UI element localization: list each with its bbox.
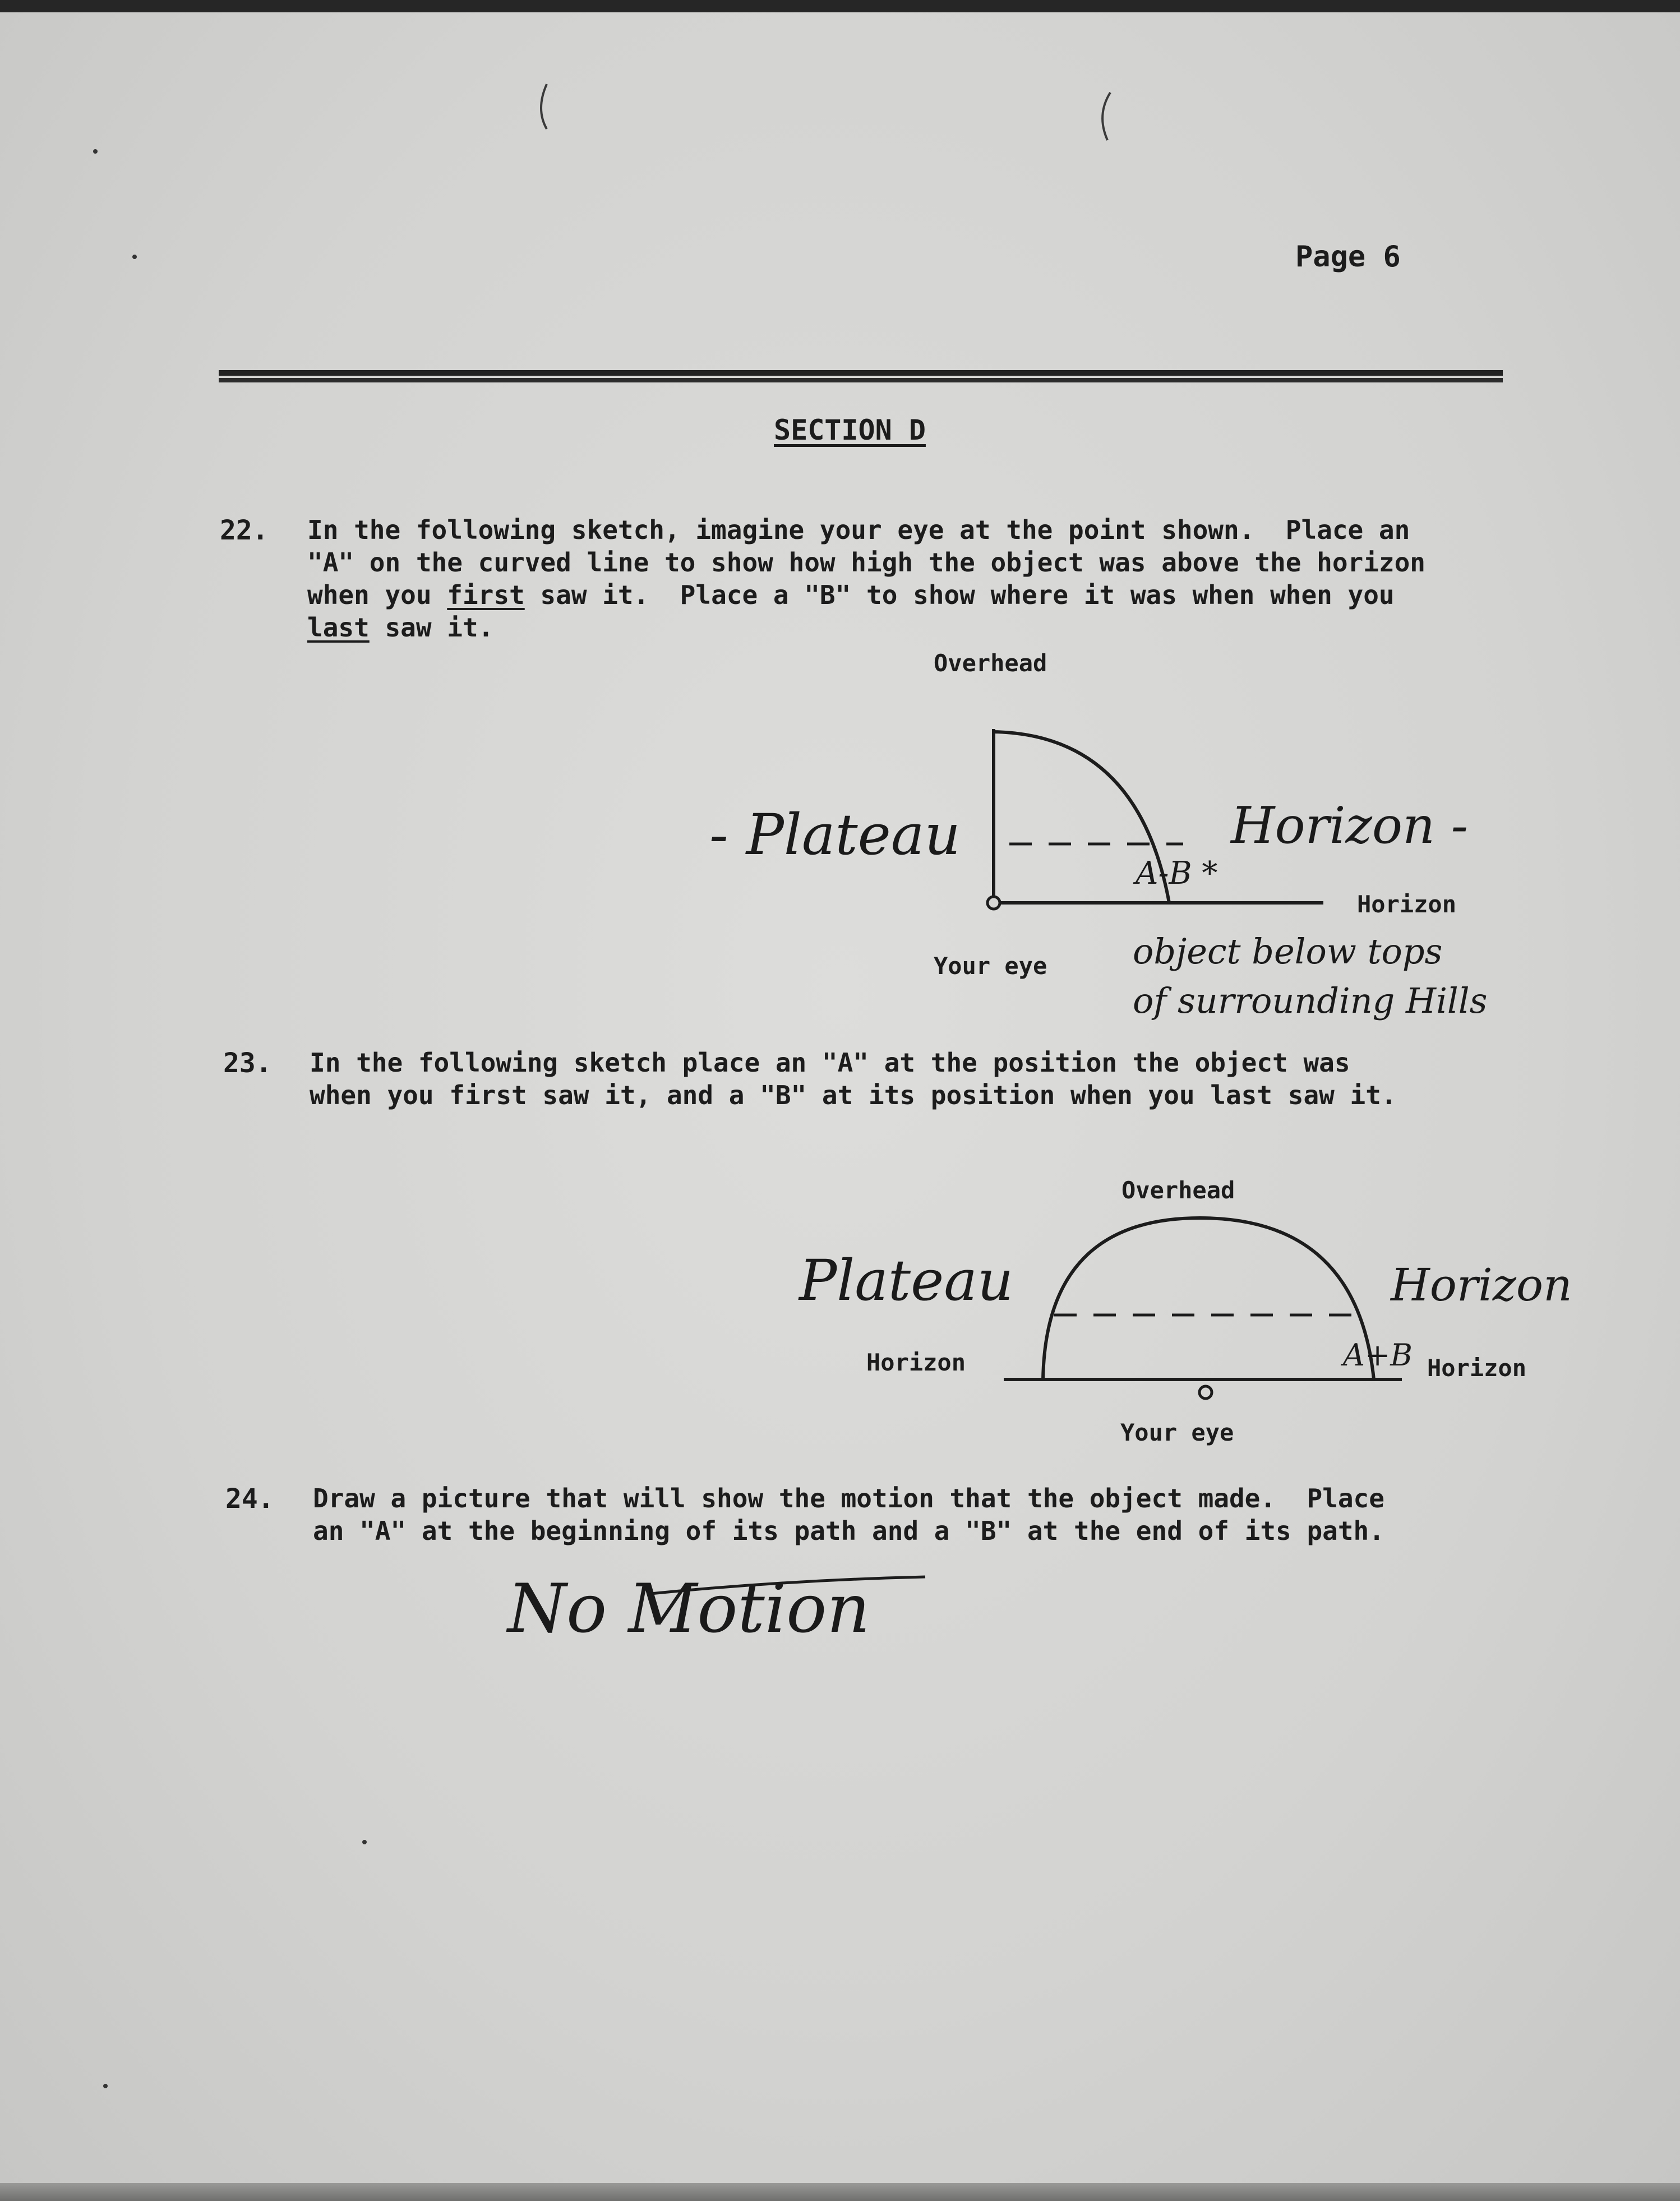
q23-label-overhead: Overhead xyxy=(1121,1176,1235,1204)
q22-line-4-post: saw it. xyxy=(369,612,494,643)
q22-word-last: last xyxy=(307,612,370,643)
q22-label-overhead: Overhead xyxy=(934,649,1047,677)
q24-line-2: an "A" at the beginning of its path and a "B" at the end of its path. xyxy=(313,1516,1384,1546)
q22-hand-plateau: - Plateau xyxy=(709,802,961,868)
q23-hand-plateau: Plateau xyxy=(799,1248,1014,1313)
q23-hand-ab: A+B xyxy=(1343,1337,1413,1373)
q22-line-3-pre: when you xyxy=(307,580,447,610)
q22-label-horizon: Horizon xyxy=(1357,890,1457,918)
q23-number: 23. xyxy=(223,1048,272,1079)
q22-hand-note-2: of surrounding Hills xyxy=(1133,980,1488,1021)
q23-label-your-eye: Your eye xyxy=(1120,1419,1234,1446)
q22-hand-ab: A-B * xyxy=(1136,855,1218,892)
q22-hand-horizon: Horizon - xyxy=(1231,796,1469,855)
q22-word-first: first xyxy=(447,580,525,610)
q23-label-horizon-left: Horizon xyxy=(866,1349,966,1376)
q24-line-1: Draw a picture that will show the motion that the object made. Place xyxy=(313,1483,1384,1514)
section-title: SECTION D xyxy=(774,414,926,446)
q22-hand-note-1: object below tops xyxy=(1133,931,1443,972)
q23-label-horizon-right: Horizon xyxy=(1427,1354,1527,1382)
q24-number: 24. xyxy=(225,1483,274,1515)
page-number: Page 6 xyxy=(1295,240,1401,274)
q22-line-3-post: saw it. Place a "B" to show where it was when when you xyxy=(524,580,1395,610)
q23-line-1: In the following sketch place an "A" at the position the object was xyxy=(310,1048,1350,1078)
q22-line-1: In the following sketch, imagine your eye at the point shown. Place an xyxy=(307,515,1410,545)
q22-label-your-eye: Your eye xyxy=(934,952,1047,980)
q22-line-2: "A" on the curved line to show how high the object was above the horizon xyxy=(307,547,1425,578)
q22-number: 22. xyxy=(220,515,269,546)
q24-hand-answer: No Motion xyxy=(507,1570,870,1648)
q23-hand-horizon: Horizon xyxy=(1391,1259,1572,1311)
q23-line-2: when you first saw it, and a "B" at its position when you last saw it. xyxy=(310,1080,1397,1110)
